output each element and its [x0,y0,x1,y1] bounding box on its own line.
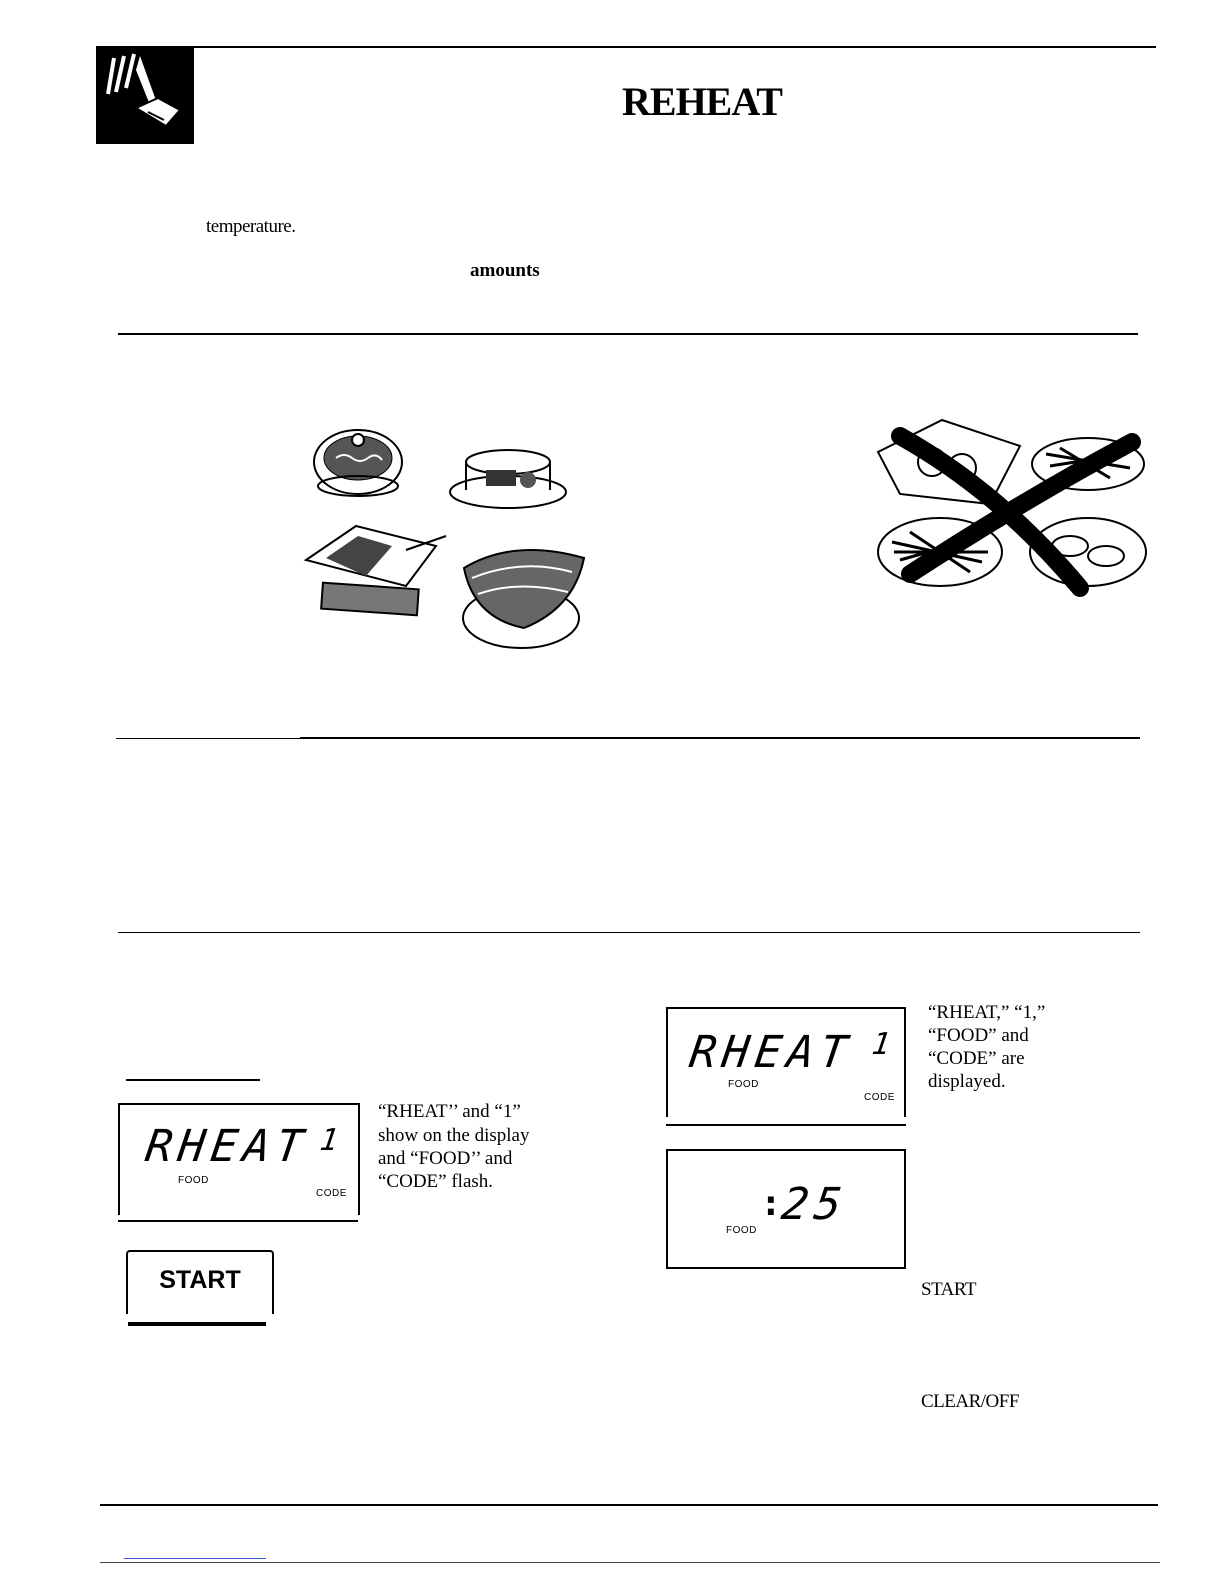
lcd-food-label: FOOD [726,1225,757,1236]
hand-pressing-button-icon [96,48,194,144]
start-key-reference: START [921,1279,977,1300]
start-key-label: START [159,1266,241,1294]
intro-fragment-amounts: amounts [470,260,540,281]
clear-off-key-reference: CLEAR/OFF [921,1391,1019,1412]
lcd-code-label: CODE [316,1188,347,1199]
step1-caption-line-3: and “FOOD’’ and [378,1148,513,1169]
divider [116,738,302,739]
step2-caption-line-3: “CODE” are [928,1048,1025,1069]
lcd-display-step3 [666,1149,906,1269]
bottom-rule [100,1504,1158,1506]
lcd-main-text: RHEAT [686,1027,857,1078]
step1-caption-line-4: “CODE” flash. [378,1171,494,1192]
lcd-digit: 1 [317,1123,347,1158]
divider [300,737,1140,739]
bottom-rule [100,1562,1160,1563]
lcd-time: 25 [778,1179,851,1230]
step2-caption-line-1: “RHEAT,” “1,” [928,1002,1046,1023]
lcd-display-step2 [666,1007,906,1117]
divider [118,932,1140,933]
lcd-display-step1 [118,1103,360,1215]
lcd-food-label: FOOD [728,1079,759,1090]
step1-caption-line-2: show on the display [378,1125,530,1146]
reheatable-foods-illustration [296,418,596,656]
lcd-code-label: CODE [864,1092,895,1103]
start-key[interactable] [126,1250,274,1314]
lcd-bottom-edge [118,1220,358,1222]
start-key-base [128,1322,266,1326]
page-title: REHEAT [622,79,782,124]
step2-caption-line-2: “FOOD” and [928,1025,1029,1046]
lcd-colon: : [760,1183,782,1224]
divider [118,333,1138,335]
not-reheatable-foods-illustration [870,412,1152,598]
step-heading-underline [126,1079,260,1081]
intro-fragment-temperature: temperature. [206,216,296,237]
lcd-food-label: FOOD [178,1175,209,1186]
top-rule [96,46,1156,48]
lcd-main-text: RHEAT [142,1121,313,1172]
link-underline[interactable] [124,1558,266,1559]
step2-caption-line-4: displayed. [928,1071,1006,1092]
lcd-bottom-edge [666,1124,906,1126]
step1-caption-line-1: “RHEAT’’ and “1” [378,1101,521,1122]
lcd-digit: 1 [869,1027,899,1062]
